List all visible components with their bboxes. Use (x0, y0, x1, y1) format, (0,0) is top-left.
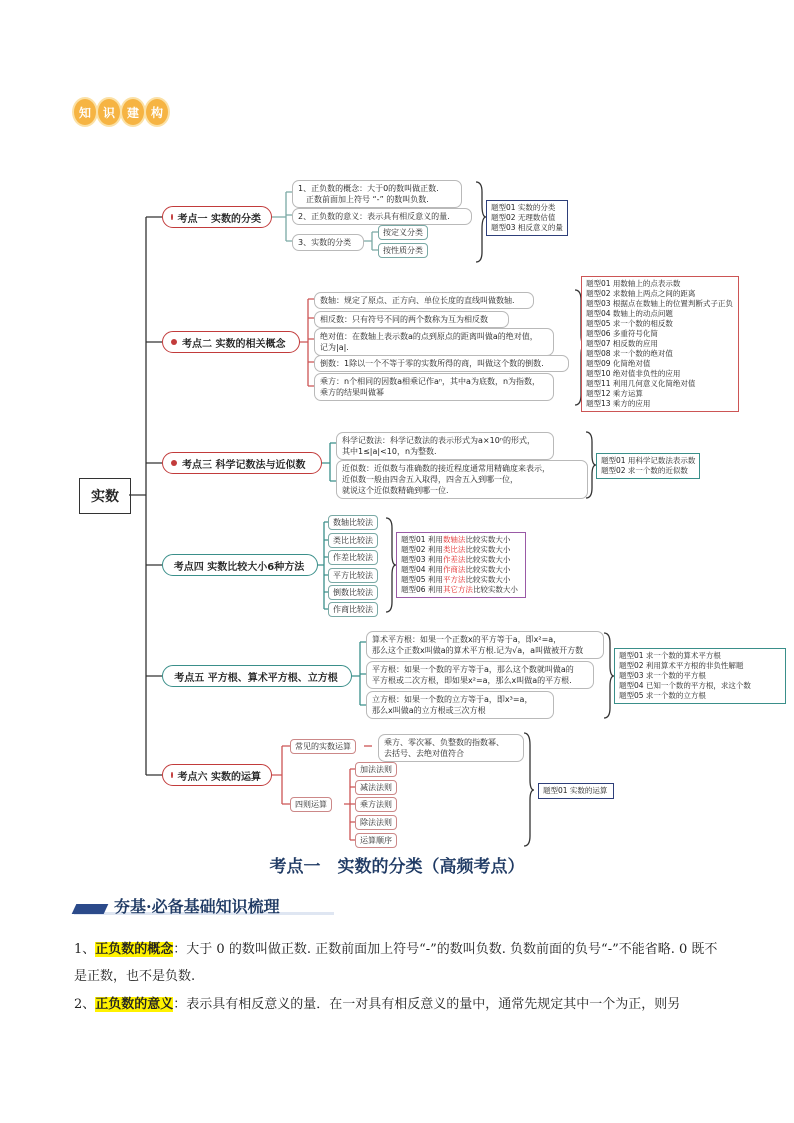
topic-label: 考点二 实数的相关概念 (182, 338, 286, 350)
badge-char: 构 (146, 99, 168, 125)
strip-bar-icon (72, 904, 109, 914)
para-text: ：大于 0 的数叫做正数. 正数前面加上符号“-”的数叫负数. 负数前面的负号“-”不能省略. 0 既不是正数，也不是负数. (74, 942, 718, 984)
type-item: 题型09 化简绝对值 (586, 359, 651, 368)
node-line: 近似数：近似数与准确数的接近程度通常用精确度来表示， (342, 464, 550, 473)
node-line: 去括号、去绝对值符合 (384, 749, 464, 758)
type-item: 题型01 用数轴上的点表示数 (586, 279, 681, 288)
t6-rule: 减法法则 (355, 780, 397, 795)
bullet-dot-icon (171, 772, 173, 778)
topic-5 (162, 665, 352, 687)
topic-4 (162, 554, 318, 576)
badge-char: 识 (98, 99, 120, 125)
t2-node-absolute (314, 328, 554, 356)
t6-types-box (538, 783, 614, 799)
type-item: 题型03 求一个数的平方根 (619, 671, 706, 680)
type-item: 题型05 利用平方法比较实数大小 (401, 575, 511, 584)
t3-node-scientific (336, 432, 554, 460)
para-keyword: 正负数的意义 (95, 997, 174, 1012)
t4-types-box (396, 532, 526, 598)
t3-node-approx (336, 460, 588, 499)
t5-node-arith-root (366, 631, 604, 659)
type-item: 题型05 求一个数的相反数 (586, 319, 673, 328)
node-line: 立方根：如果一个数的立方等于a，即x³=a， (372, 695, 533, 704)
node-line: 就说这个近似数精确到哪一位. (342, 486, 449, 495)
t2-node-opposite: 相反数：只有符号不同的两个数称为互为相反数 (314, 311, 509, 328)
t6-rule: 运算顺序 (355, 833, 397, 848)
type-item: 题型08 求一个数的绝对值 (586, 349, 673, 358)
t4-method: 类比比较法 (328, 533, 378, 548)
para-keyword: 正负数的概念 (95, 942, 174, 957)
type-item: 题型03 利用作差法比较实数大小 (401, 555, 511, 564)
type-item: 题型01 实数的分类 (491, 203, 556, 212)
type-item: 题型06 利用其它方法比较实数大小 (401, 585, 518, 594)
topic-label: 考点一 实数的分类 (177, 213, 261, 225)
node-line: 乘方：n个相同的因数a相乘记作aⁿ，其中a为底数，n为指数， (320, 377, 541, 386)
para-number: 1、 (74, 942, 96, 957)
t6-rule: 乘方法则 (355, 797, 397, 812)
t1-types-box (486, 200, 568, 236)
badge-char: 建 (122, 99, 144, 125)
bullet-dot-icon (171, 460, 177, 466)
t4-method: 平方比较法 (328, 568, 378, 583)
para-number: 2、 (74, 997, 96, 1012)
type-item: 题型12 乘方运算 (586, 389, 643, 398)
bullet-dot-icon (171, 339, 177, 345)
type-item: 题型02 求一个数的近似数 (601, 466, 688, 475)
node-line: 科学记数法：科学记数法的表示形式为a×10ⁿ的形式， (342, 436, 535, 445)
type-item: 题型06 多重符号化简 (586, 329, 658, 338)
t1-node-positive-negative (292, 180, 462, 208)
node-line: 那么x叫做a的立方根或三次方根 (372, 706, 486, 715)
t4-method: 倒数比较法 (328, 585, 378, 600)
t4-method: 数轴比较法 (328, 515, 378, 530)
t6-four-ops: 四则运算 (290, 797, 332, 812)
paragraph-1 (74, 936, 724, 990)
type-item: 题型07 相反数的应用 (586, 339, 658, 348)
type-item: 题型02 无理数估值 (491, 213, 556, 222)
type-item: 题型10 绝对值非负性的应用 (586, 369, 681, 378)
type-item: 题型04 数轴上的动点问题 (586, 309, 673, 318)
topic-1 (162, 206, 272, 228)
node-line: 乘方的结果叫做幂 (320, 388, 384, 397)
topic-label: 考点五 平方根、算术平方根、立方根 (174, 672, 338, 684)
node-line: 平方根或二次方根，即如果x²=a，那么x叫做a的平方根. (372, 676, 572, 685)
topic-3 (162, 452, 322, 474)
t5-node-cube-root (366, 691, 554, 719)
type-item: 题型04 利用作商法比较实数大小 (401, 565, 511, 574)
node-line: 算术平方根：如果一个正数x的平方等于a，即x²=a， (372, 635, 562, 644)
t6-rule: 除法法则 (355, 815, 397, 830)
section-title: 考点一 实数的分类（高频考点） (269, 857, 525, 877)
node-line: 1、正负数的概念：大于0的数叫做正数. (298, 184, 439, 193)
node-line: 那么这个正数x叫做a的算术平方根.记为√a，a叫做被开方数 (372, 646, 584, 655)
type-item: 题型05 求一个数的立方根 (619, 691, 706, 700)
type-item: 题型01 利用数轴法比较实数大小 (401, 535, 511, 544)
strip-heading-text: 夯基·必备基础知识梳理 (114, 896, 280, 916)
type-item: 题型02 利用算术平方根的非负性解题 (619, 661, 744, 670)
node-line: 乘方、零次幂、负整数的指数幂、 (384, 738, 504, 747)
t3-types-box (596, 453, 700, 479)
node-line: 绝对值：在数轴上表示数a的点到原点的距离叫做a的绝对值， (320, 332, 538, 341)
t1-node-meaning: 2、正负数的意义：表示具有相反意义的量. (292, 208, 472, 225)
type-item: 题型01 实数的运算 (543, 786, 608, 795)
node-line: 记为|a|. (320, 343, 349, 352)
node-line: 正数前面加上符号 “-” 的数叫负数. (306, 195, 429, 204)
type-item: 题型04 已知一个数的平方根，求这个数 (619, 681, 751, 690)
type-item: 题型03 相反意义的量 (491, 223, 563, 232)
t2-node-number-line: 数轴：规定了原点、正方向、单位长度的直线叫做数轴. (314, 292, 534, 309)
badge-char: 知 (74, 99, 96, 125)
type-item: 题型02 利用类比法比较实数大小 (401, 545, 511, 554)
bullet-dot-icon (171, 214, 173, 220)
t6-rule: 加法法则 (355, 762, 397, 777)
t1-node-classify: 3、实数的分类 (292, 234, 364, 251)
topic-2 (162, 331, 300, 353)
t2-node-power (314, 373, 554, 401)
t6-common-ops: 常见的实数运算 (290, 739, 356, 754)
type-item: 题型01 求一个数的算术平方根 (619, 651, 721, 660)
type-item: 题型13 乘方的应用 (586, 399, 651, 408)
t2-types-box (581, 276, 739, 412)
node-line: 其中1≤|a|<10，n为整数. (342, 447, 437, 456)
t4-method: 作差比较法 (328, 550, 378, 565)
node-line: 近似数一般由四舍五入取得，四舍五入到哪一位， (342, 475, 518, 484)
topic-label: 考点四 实数比较大小6种方法 (173, 561, 305, 573)
paragraph-2 (74, 991, 724, 1018)
t4-method: 作商比较法 (328, 602, 378, 617)
type-item: 题型03 根据点在数轴上的位置判断式子正负 (586, 299, 733, 308)
t1-sub-by-definition: 按定义分类 (378, 225, 428, 240)
topic-6 (162, 764, 272, 786)
node-line: 平方根：如果一个数的平方等于a，那么这个数就叫做a的 (372, 665, 574, 674)
para-text: ：表示具有相反意义的量．在一对具有相反意义的量中，通常先规定其中一个为正，则另 (173, 997, 681, 1012)
t5-types-box (614, 648, 786, 704)
root-node: 实数 (79, 478, 131, 514)
t2-node-reciprocal: 倒数：1除以一个不等于零的实数所得的商，叫做这个数的倒数. (314, 355, 569, 372)
topic-label: 考点六 实数的运算 (177, 771, 261, 783)
type-item: 题型11 利用几何意义化简绝对值 (586, 379, 696, 388)
t6-common-detail (378, 734, 524, 762)
topic-label: 考点三 科学记数法与近似数 (182, 459, 306, 471)
type-item: 题型02 求数轴上两点之间的距离 (586, 289, 696, 298)
strip-heading (74, 895, 280, 915)
t5-node-sqrt (366, 661, 594, 689)
type-item: 题型01 用科学记数法表示数 (601, 456, 696, 465)
t1-sub-by-property: 按性质分类 (378, 243, 428, 258)
